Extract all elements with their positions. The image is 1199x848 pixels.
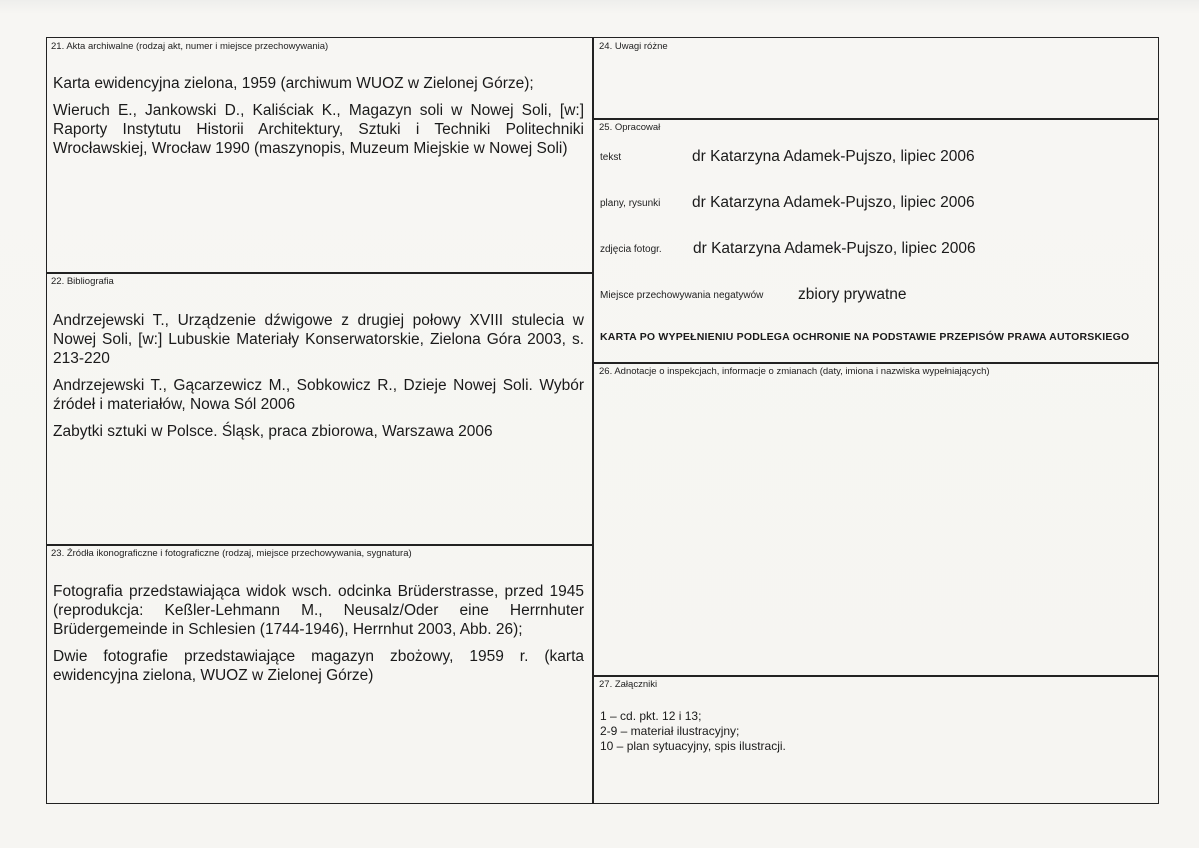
tekst-label: tekst [600, 152, 622, 163]
bibliography-entry: Andrzejewski T., Gącarzewicz M., Sobkowicz R., Dzieje Nowej Soli. Wybór źródeł i materiałów, Nowa Sól 2006 [53, 377, 584, 413]
attachment-item: 2-9 – materiał ilustracyjny; [600, 724, 740, 738]
section-21-label: 21. Akta archiwalne (rodzaj akt, numer i miejsce przechowywania) [51, 41, 329, 52]
attachment-item: 1 – cd. pkt. 12 i 13; [600, 709, 702, 723]
section-26-label: 26. Adnotacje o inspekcjach, informacje o zmianach (daty, imiona i nazwiska wypełniających) [599, 366, 990, 377]
negatives-location-value: zbiory prywatne [798, 286, 907, 303]
zdjecia-label: zdjęcia fotogr. [600, 244, 662, 255]
section-23-content [53, 582, 584, 693]
iconography-entry: Dwie fotografie przedstawiające magazyn zbożowy, 1959 r. (karta ewidencyjna zielona, WUOZ w Zielonej Górze) [53, 648, 584, 684]
plany-label: plany, rysunki [600, 198, 661, 209]
iconography-entry: Fotografia przedstawiająca widok wsch. odcinka Brüderstrasse, przed 1945 (reprodukcja: Keßler-Lehmann M., Neusalz/Oder eine Herrnhuter Brüdergemeinde in Schlesien (1744-1946), Herrnhut 2003, Abb. 26); [53, 583, 584, 638]
section-23-label: 23. Źródła ikonograficzne i fotograficzne (rodzaj, miejsce przechowywania, sygnatura) [51, 548, 412, 559]
plany-value: dr Katarzyna Adamek-Pujszo, lipiec 2006 [692, 194, 975, 211]
section-25-label: 25. Opracował [599, 122, 661, 133]
divider-21-22 [46, 272, 593, 274]
section-21-entry: Wieruch E., Jankowski D., Kaliściak K., Magazyn soli w Nowej Soli, [w:] Raporty Instytutu Historii Architektury, Sztuki i Techniki Politechniki Wrocławskiej, Wrocław 1990 (maszynopis, Muzeum Miejskie w Nowej Soli) [53, 102, 584, 157]
divider-24-25 [592, 118, 1159, 120]
bibliography-entry: Zabytki sztuki w Polsce. Śląsk, praca zbiorowa, Warszawa 2006 [53, 423, 493, 440]
section-22-label: 22. Bibliografia [51, 276, 114, 287]
section-21-content [53, 74, 584, 166]
attachments-list [600, 709, 1140, 754]
negatives-location-label: Miejsce przechowywania negatywów [600, 290, 764, 301]
section-24-label: 24. Uwagi różne [599, 41, 668, 52]
bibliography-entry: Andrzejewski T., Urządzenie dźwigowe z drugiej połowy XVIII stulecia w Nowej Soli, [w:] Lubuskie Materiały Konserwatorskie, Zielona Góra 2003, s. 213-220 [53, 312, 584, 367]
divider-22-23 [46, 544, 593, 546]
section-27-label: 27. Załączniki [599, 679, 658, 690]
attachment-item: 10 – plan sytuacyjny, spis ilustracji. [600, 739, 786, 753]
zdjecia-value: dr Katarzyna Adamek-Pujszo, lipiec 2006 [693, 240, 976, 257]
section-21-entry: Karta ewidencyjna zielona, 1959 (archiwum WUOZ w Zielonej Górze); [53, 75, 534, 92]
column-divider [592, 37, 594, 804]
divider-25-26 [592, 362, 1159, 364]
tekst-value: dr Katarzyna Adamek-Pujszo, lipiec 2006 [692, 148, 975, 165]
copyright-warning: KARTA PO WYPEŁNIENIU PODLEGA OCHRONIE NA PODSTAWIE PRZEPISÓW PRAWA AUTORSKIEGO [600, 331, 1130, 343]
section-22-content [53, 311, 584, 449]
divider-26-27 [592, 675, 1159, 677]
